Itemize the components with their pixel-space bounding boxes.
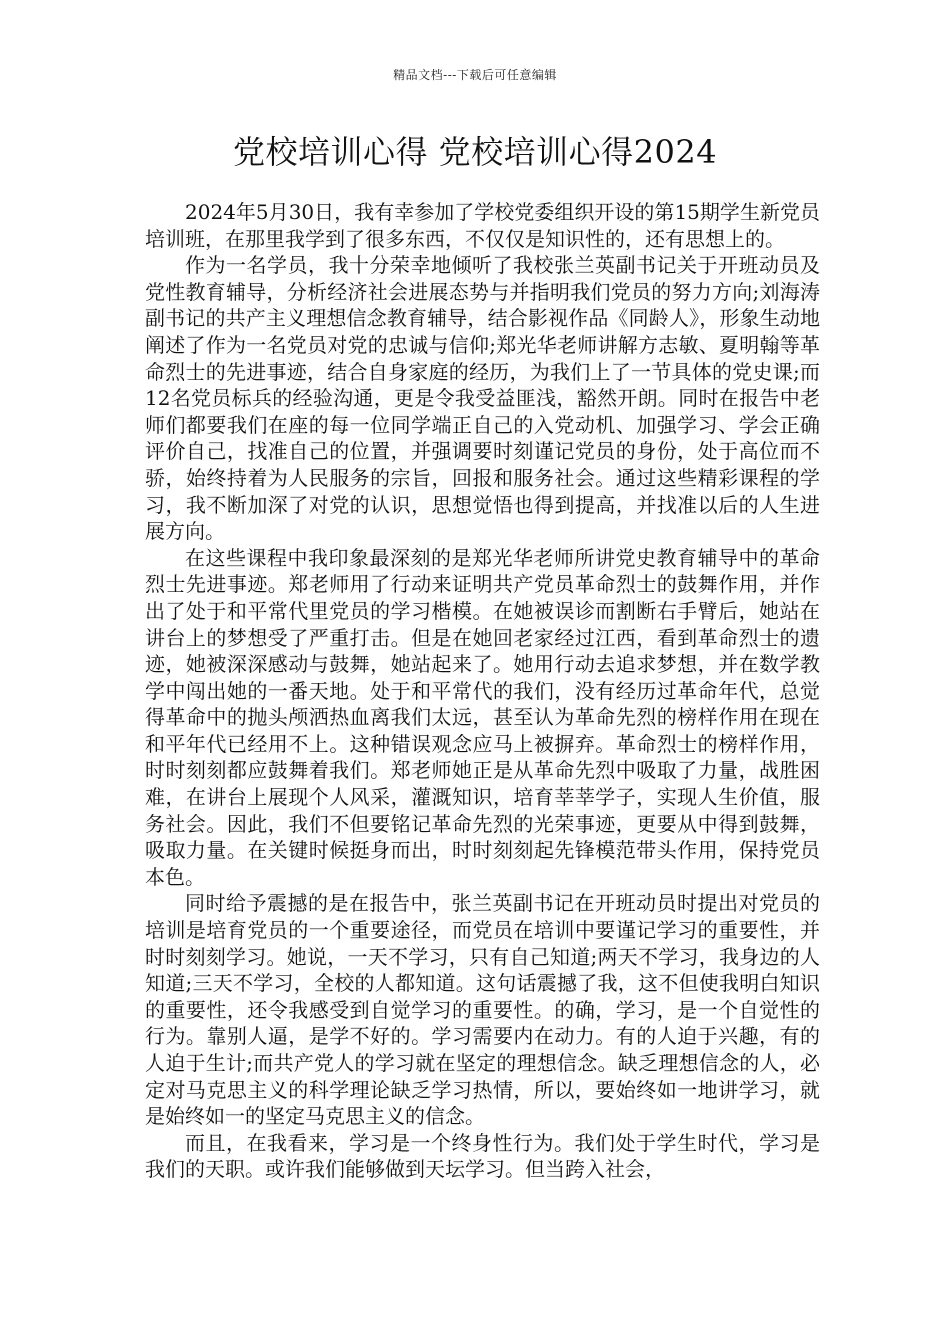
page-title: 党校培训心得 党校培训心得2024 [232, 133, 718, 171]
paragraph-5: 而且，在我看来，学习是一个终身性行为。我们处于学生时代，学习是我们的天职。或许我们能够做到天坛学习。但当跨入社会， [145, 1130, 820, 1182]
paragraph-3: 在这些课程中我印象最深刻的是郑光华老师所讲党史教育辅导中的革命烈士先进事迹。郑老师用了行动来证明共产党员革命烈士的鼓舞作用，并作出了处于和平常代里党员的学习楷模。在她被误诊而割断右手臂后，她站在讲台上的梦想受了严重打击。但是在她回老家经过江西，看到革命烈士的遗迹，她被深深感动与鼓舞，她站起来了。她用行动去追求梦想，并在数学教学中闯出她的一番天地。处于和平常代的我们，没有经历过革命年代，总觉得革命中的抛头颅洒热血离我们太远，甚至认为革命先烈的榜样作用在现在和平年代已经用不上。这种错误观念应马上被摒弃。革命烈士的榜样作用，时时刻刻都应鼓舞着我们。郑老师她正是从革命先烈中吸取了力量，战胜困难，在讲台上展现个人风采，灌溉知识，培育莘莘学子，实现人生价值，服务社会。因此，我们不但要铭记革命先烈的光荣事迹，更要从中得到鼓舞，吸取力量。在关键时候挺身而出，时时刻刻起先锋模范带头作用，保持党员本色。 [145, 545, 820, 889]
paragraph-4: 同时给予震撼的是在报告中，张兰英副书记在开班动员时提出对党员的培训是培育党员的一个重要途径，而党员在培训中要谨记学习的重要性，并时时刻刻学习。她说，一天不学习，只有自己知道;两天不学习，我身边的人知道;三天不学习，全校的人都知道。这句话震撼了我，这不但使我明白知识的重要性，还令我感受到自觉学习的重要性。的确，学习，是一个自觉性的行为。靠别人逼，是学不好的。学习需要内在动力。有的人迫于兴趣，有的人迫于生计;而共产党人的学习就在坚定的理想信念。缺乏理想信念的人，必定对马克思主义的科学理论缺乏学习热情，所以，要始终如一地讲学习，就是始终如一的坚定马克思主义的信念。 [145, 891, 820, 1129]
paragraph-2: 作为一名学员，我十分荣幸地倾听了我校张兰英副书记关于开班动员及党性教育辅导，分析经济社会进展态势与并指明我们党员的努力方向;刘海涛副书记的共产主义理想信念教育辅导，结合影视作品《同龄人》，形象生动地阐述了作为一名党员对党的忠诚与信仰;郑光华老师讲解方志敏、夏明翰等革命烈士的先进事迹，结合自身家庭的经历，为我们上了一节具体的党史课;而12名党员标兵的经验沟通，更是令我受益匪浅，豁然开朗。同时在报告中老师们都要我们在座的每一位同学端正自己的入党动机、加强学习、学会正确评价自己，找准自己的位置，并强调要时刻谨记党员的身份，处于高位而不骄，始终持着为人民服务的宗旨，回报和服务社会。通过这些精彩课程的学习，我不断加深了对党的认识，思想觉悟也得到提高，并找准以后的人生进展方向。 [145, 253, 820, 544]
document-body [145, 199, 820, 1183]
header-note: 精品文档---下载后可任意编辑 [393, 68, 557, 82]
paragraph-1: 2024年5月30日，我有幸参加了学校党委组织开设的第15期学生新党员培训班，在那里我学到了很多东西，不仅仅是知识性的，还有思想上的。 [145, 200, 820, 251]
